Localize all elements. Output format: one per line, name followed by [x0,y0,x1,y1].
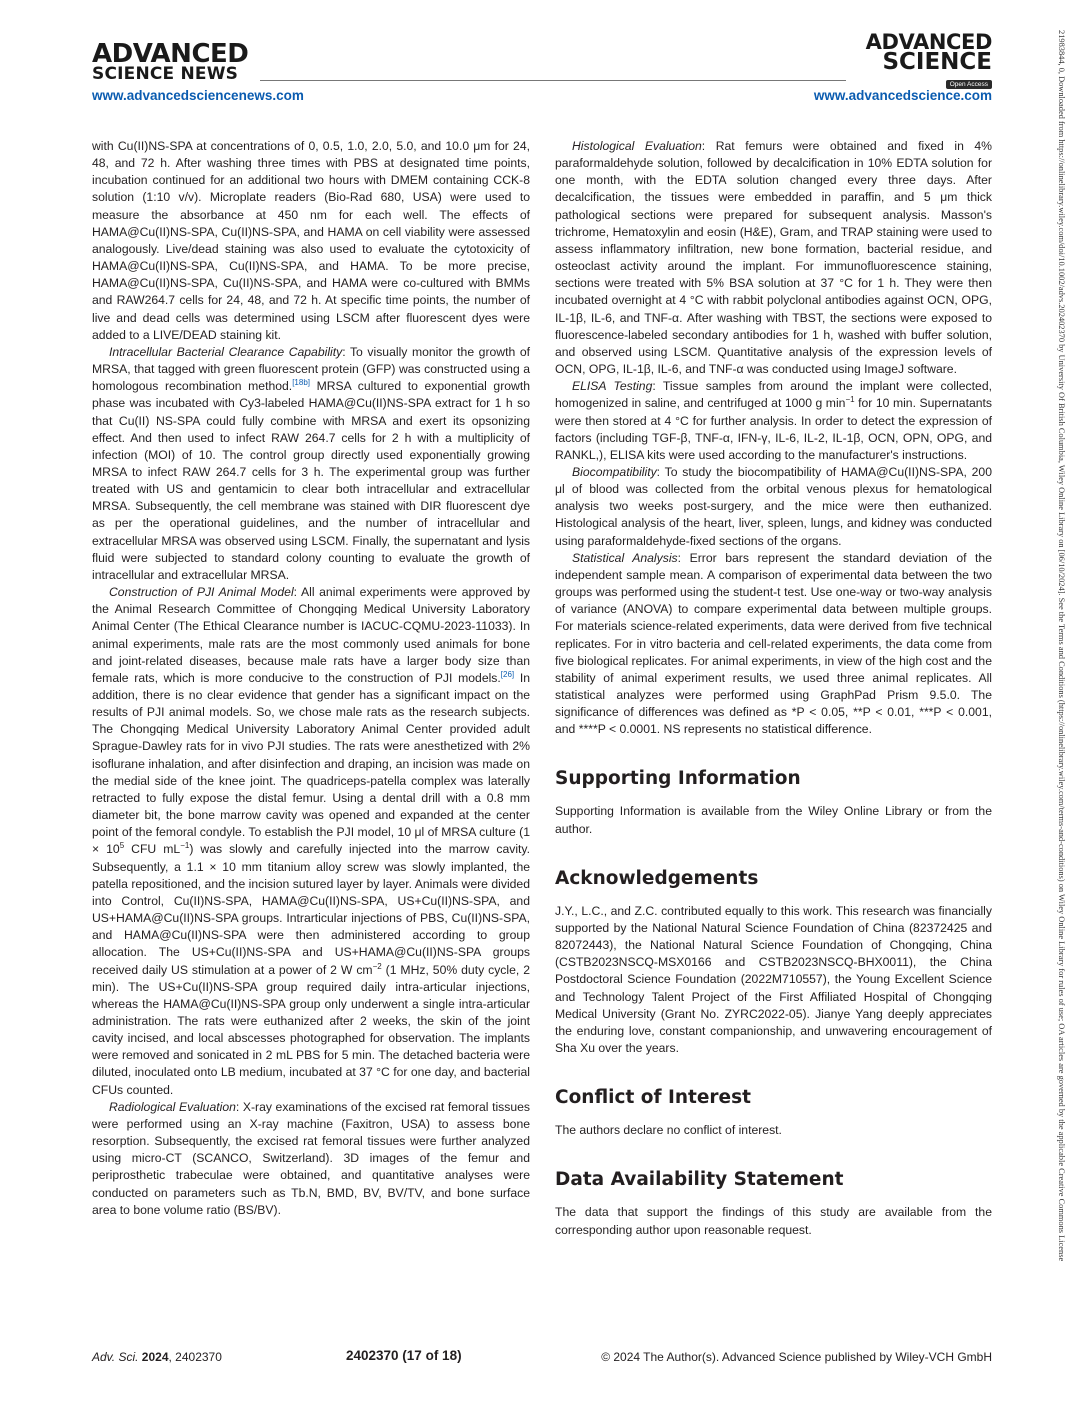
journal-abbrev: Adv. Sci. [92,1350,139,1364]
section-heading-supporting-information: Supporting Information [555,768,801,790]
paragraph-cell-viability [92,138,530,344]
journal-logo-right[interactable] [866,32,992,91]
section-heading-data-availability: Data Availability Statement [555,1169,844,1191]
right-column [555,138,992,1239]
run-in-heading: Histological Evaluation [572,139,702,153]
publisher-logo-left[interactable] [92,39,249,84]
left-column [92,138,530,1219]
article-number: , 2402370 [168,1350,222,1364]
paragraph-text: MRSA cultured to exponential growth phase was incubated with Cy3-labeled HAMA@Cu(II)NS-SPA extract for 1 h so that Cu(II) NS-SPA could fully combine with MRSA and exert its opsonizing effect. And then used to infect RAW 264.7 cells for 2 h with a multiplicity of infection (MOI) of 10. The control group directly used exponentially growing MRSA to infect RAW 264.7 cells for 3 h. The experimental group was further treated with US and gentamicin to clear both intracellular and extracellular MRSA. Subsequently, the cell membrane was stained with DIR fluorescent dye as per the operational guidelines, and the number of intracellular and extracellular MRSA was observed using LSCM. Finally, the supernatant and lysis fluid were subjected to standard colony counting to evaluate the growth of intracellular and extracellular MRSA. [92,379,530,582]
logo-science-news-text: SCIENCE NEWS [92,64,239,84]
paragraph-radiological [92,1099,530,1219]
paragraph-text: In addition, there is no clear evidence that gender has a significant impact on the results of PJI animal models. So, we chose male rats as the research subjects. The Chongqing Medical University Laboratory Animal Center provided adult Sprague-Dawley rats for in vivo PJI studies. The rats were anesthetized with 2% isoflurane inhalation, and after disinfection and draping, an incision was made on the medial side of the knee joint. The quadriceps-patella complex was laterally retracted to fully expose the distal femur. Using a dental drill with a 0.8 mm diameter bit, the bone marrow cavity was opened and expanded at the center point of the femoral condyle. To establish the PJI model, 10 μl of MRSA culture (1 × 10 [92,670,530,857]
paragraph-text: CFU mL [124,842,181,857]
paragraph-elisa [555,378,992,464]
citation-link[interactable]: [18b] [292,378,310,388]
run-in-heading: Statistical Analysis [572,550,678,565]
conflict-of-interest-text: The authors declare no conflict of interest. [555,1123,782,1138]
acknowledgements-text: J.Y., L.C., and Z.C. contributed equally to this work. This research was financially supported by the National Natural Science Foundation of China (82372425 and 82072443), the National Natural Science Foundation of Chongqing, China (CSTB2023NSCQ-MSX0166 and CSTB2023NSCQ-BHX0011), the China Postdoctoral Science Foundation (2022M710557), the Young Excellent Science and Technology Talent Project of the First Affiliated Hospital of Chongqing Medical University (Grant No. ZYRC2022-05). Jianye Yang deeply appreciates the enduring love, constant companionship, and unwavering encouragement of Sha Xu over the years. [555,903,992,1056]
logo-advanced-text-right: ADVANCED [865,30,992,54]
paragraph-statistics [555,550,992,739]
paragraph-text: ) was slowly and carefully injected into the marrow cavity. Subsequently, a 1.1 × 10 mm titanium alloy screw was slowly implanted, the patella repositioned, and the incision sutured layer by layer. Animals were divided into Control, Cu(II)NS-SPA, HAMA@Cu(II)NS-SPA, US+Cu(II)NS-SPA, and US+HAMA@Cu(II)NS-SPA groups. Intrarticular injections of PBS, Cu(II)NS-SPA, and HAMA@Cu(II)NS-SPA were then administered according to group allocation. The US+Cu(II)NS-SPA and US+HAMA@Cu(II)NS-SPA groups received daily US stimulation at a power of 2 W cm [92,842,531,977]
download-notice-strip [1052,30,1066,1390]
paragraph-text: : X-ray examinations of the excised rat femoral tissues were performed using an X-ray machine (Faxitron, USA) to assess bone resorption. Subsequently, the excised rat femoral tissues were further analyzed using micro-CT (SCANCO, Switzerland). 3D images of the femur and periprosthetic trabeculae were obtained, and quantitative analyses were conducted on parameters such as Tb.N, BMD, BV, BV/TV, and bone surface area to bone volume ratio (BS/BV). [92,1099,531,1217]
logo-advanced-text: ADVANCED [92,39,249,69]
paragraph-text: : To visually monitor the growth of MRSA, that tagged with green fluorescent protein (GFP) was constructed using a homologous recombination method. [92,344,531,394]
header-rule [260,80,846,81]
paragraph-pji-model [92,584,530,1099]
superscript: −2 [372,961,382,971]
superscript: 5 [119,841,125,851]
journal-year: 2024 [138,1350,169,1364]
data-availability-text: The data that support the findings of this study are available from the corresponding author upon reasonable request. [555,1205,992,1237]
paragraph-text: : All animal experiments were approved by the Animal Research Committee of Chongqing Medical University Laboratory Animal Center (The Ethical Clearance number is IACUC-CQMU-2023-11033). In animal experiments, male rats are the most commonly used animals for bone and joint-related diseases, because male rats have a larger body size than female rats, which is more conducive to the construction of PJI models. [92,585,531,685]
run-in-heading: Intracellular Bacterial Clearance Capability [109,344,343,359]
open-access-badge: Open Access [946,80,992,89]
paragraph-biocompatibility [555,464,992,550]
paragraph-histological [555,138,992,378]
run-in-heading: ELISA Testing [572,379,653,394]
paragraph-text: : Rat femurs were obtained and fixed in 4% paraformaldehyde solution, followed by decalcification in 10% EDTA solution for one month, with the EDTA solution changed every three days. After decalcification, the tissues were embedded in paraffin, and 5 μm thick pathological sections were prepared for subsequent analysis. Masson's trichrome, Hematoxylin and eosin (H&E), Gram, and TRAP staining were used to assess inflammatory infiltration, new bone formation, bacterial residue, and osteoclast activity around the implant. For immunofluorescence staining, sections were treated with 5% BSA solution at 37 °C for 1 h. They were then incubated overnight at 4 °C with rabbit polyclonal antibodies against OCN, OPG, IL-1β, IL-6, and TNF-α. After washing with TBST, the sections were exposed to fluorescence-labeled secondary antibodies for 1 h, washed with buffer solution, and observed using LSCM. Quantitative analysis of the expression levels of OCN, OPG, IL-1β, IL-6, and TNF-α was conducted using ImageJ software. [555,139,993,377]
paragraph-text: : To study the biocompatibility of HAMA@Cu(II)NS-SPA, 200 μl of blood was collected from the orbital venous plexus for hematological analysis two weeks post-surgery, and the mice were then euthanized. Histological analysis of the heart, liver, spleen, lungs, and kidney was conducted using paraformaldehyde-fixed sections of the organs. [555,464,992,548]
journal-url-link[interactable]: www.advancedscience.com [813,88,992,103]
supporting-information-text: Supporting Information is available from the Wiley Online Library or from the author. [555,804,992,836]
paragraph-text: : Tissue samples from around the implant were collected, homogenized in saline, and centrifuged at 1000 g min [555,379,992,411]
paragraph-text: : Error bars represent the standard deviation of the independent sample mean. A comparison of experimental data between the two groups was performed using the student-t test. Use one-way or two-way analysis of variance (ANOVA) to compare experimental data between multiple groups. For materials science-related experiments, data were derived from five technical replicates. For in vitro bacteria and cell-related experiments, the data come from five biological replicates. For animal experiments, in view of the high cost and the stability of animal experiment results, we used three animal replicates. All statistical analyzes were performed using GraphPad Prism 9.5.0. The significance of differences was defined as *P < 0.05, **P < 0.01, ***P < 0.001, and ****P < 0.0001. NS represents no statistical difference. [555,550,992,737]
page-number: 2402370 (17 of 18) [346,1348,462,1363]
paragraph-bacterial-clearance [92,344,530,584]
superscript: −1 [845,395,855,405]
logo-science-text-right: SCIENCE [882,49,992,75]
paragraph-text: for 10 min. Supernatants were then stored at 4 °C for further analysis. In order to detect the expression of factors (including TGF-β, TNF-α, IFN-γ, IL-6, IL-2, IL-1β, OCN, OPN, OPG, and RANKL,), ELISA kits were used according to the manufacturer's instructions. [555,396,992,462]
section-heading-acknowledgements: Acknowledgements [555,867,759,889]
section-heading-conflict-of-interest: Conflict of Interest [555,1087,751,1109]
paragraph-text: (1 MHz, 50% duty cycle, 2 min). The US+Cu(II)NS-SPA group required daily intra-articular injections, whereas the HAMA@Cu(II)NS-SPA group only underwent a single intra-articular administration. The rats were euthanized after 2 weeks, the skin of the joint cavity incised, and local abscesses photographed for observation. The implants were removed and sonicated in 2 mL PBS for 5 min. The detached bacteria were diluted, inoculated onto LB medium, incubated at 37 °C for one day, and bacterial CFUs counted. [92,962,530,1097]
copyright-notice: © 2024 The Author(s). Advanced Science published by Wiley-VCH GmbH [601,1350,992,1364]
download-notice-text[interactable]: 21983844, 0, Downloaded from https://onlinelibrary.wiley.com/doi/10.1002/advs.202402370 by University Of British Columbia, Wiley Online Library on [06/10/2024]. See the Terms and Conditions (https://onlinelibrary.wiley.com/terms-and-conditions) on Wiley Online Library for rules of use; OA articles are governed by the applicable Creative Commons License [1057,30,1066,1262]
publisher-url-link[interactable]: www.advancedsciencenews.com [92,88,304,103]
paragraph-text: with Cu(II)NS-SPA at concentrations of 0, 0.5, 1.0, 2.0, 5.0, and 10.0 μm for 24, 48, and 72 h. After washing three times with PBS at designated time points, incubation continued for an additional two hours with DMEM containing CCK-8 solution (1:10 v/v). Microplate readers (Bio-Rad 680, USA) were used to measure the absorbance at 450 nm for each well. The effects of HAMA@Cu(II)NS-SPA, Cu(II)NS-SPA, and HAMA on cell viability were assessed analogously. Live/dead staining was also used to evaluate the cytotoxicity of HAMA@Cu(II)NS-SPA, Cu(II)NS-SPA, and HAMA. To be more precise, HAMA@Cu(II)NS-SPA, Cu(II)NS-SPA, and HAMA were co-cultured with BMMs and RAW264.7 cells for 24, 48, and 72 h. At specific time points, the number of live and dead cells was determined using LSCM after fluorescent dyes were added to a LIVE/DEAD staining kit. [92,139,530,342]
run-in-heading: Radiological Evaluation [109,1099,236,1114]
run-in-heading: Biocompatibility [572,464,657,479]
footer-citation [92,1350,222,1364]
superscript: −1 [180,841,190,851]
run-in-heading: Construction of PJI Animal Model [109,585,294,600]
citation-link[interactable]: [26] [500,669,515,679]
